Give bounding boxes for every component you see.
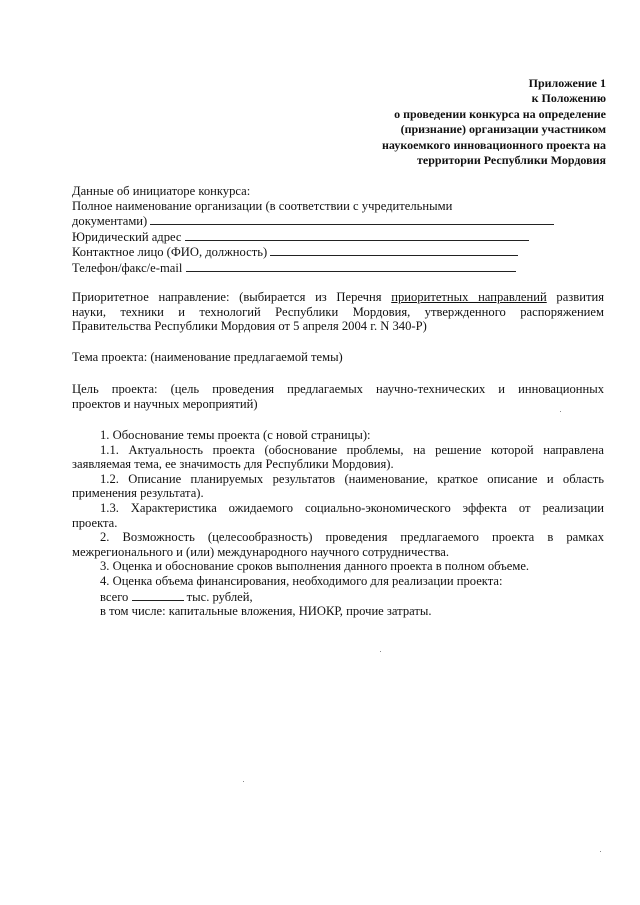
item-1-1-cont: заявляемая тема, ее значимость для Республики Мордовия). <box>72 457 394 472</box>
item-1-3: 1.3. Характеристика ожидаемого социально-экономического эффекта от реализации <box>100 500 604 515</box>
item-2-cont: межрегионального и (или) международного научного сотрудничества. <box>72 544 450 559</box>
items-section <box>72 428 604 619</box>
contact-label: Контактное лицо (ФИО, должность) <box>72 245 268 260</box>
appendix-line: к Положению <box>531 91 606 106</box>
scan-speck <box>380 651 381 652</box>
full-name-field-row <box>72 213 604 229</box>
appendix-line: территории Республики Мордовия <box>417 153 606 168</box>
item-3: 3. Оценка и обоснование сроков выполнения данного проекта в полном объеме. <box>100 559 530 574</box>
contact-field-row <box>72 244 604 260</box>
topic-section <box>72 350 604 365</box>
appendix-line: (признание) организации участником <box>400 122 606 137</box>
address-blank <box>185 229 529 241</box>
goal-line: проектов и научных мероприятий) <box>72 396 258 411</box>
full-name-line: Полное наименование организации (в соответствии с учредительными <box>72 198 453 213</box>
phone-blank <box>186 260 516 272</box>
total-suffix: тыс. рублей, <box>186 589 253 604</box>
item-1-1: 1.1. Актуальность проекта (обоснование проблемы, на решение которой направлена <box>100 442 604 457</box>
appendix-header <box>286 76 606 168</box>
priority-link: приоритетных направлений <box>391 290 547 304</box>
priority-text: Приоритетное направление: (выбирается из Перечня <box>72 290 382 304</box>
scan-speck <box>560 411 561 412</box>
appendix-line: наукоемкого инновационного проекта на <box>382 137 606 152</box>
initiator-section <box>72 184 604 276</box>
goal-line: Цель проекта: (цель проведения предлагаемых научно-технических и инновационных <box>72 382 604 396</box>
topic-text: Тема проекта: (наименование предлагаемой темы) <box>72 350 343 364</box>
total-blank <box>132 589 184 601</box>
full-name-label: документами) <box>72 214 148 229</box>
contact-blank <box>270 244 518 256</box>
priority-text-end: развития <box>556 290 604 304</box>
priority-line: науки, техники и технологий Республики Мордовия, утвержденного распоряжением <box>72 304 604 319</box>
goal-section <box>72 382 604 411</box>
item-1: 1. Обоснование темы проекта (с новой страницы): <box>100 428 371 442</box>
address-label: Юридический адрес <box>72 229 182 244</box>
appendix-line: о проведении конкурса на определение <box>394 106 606 121</box>
appendix-line: Приложение 1 <box>528 76 606 90</box>
scan-speck <box>600 851 601 852</box>
initiator-heading: Данные об инициаторе конкурса: <box>72 184 251 198</box>
item-1-3-cont: проекта. <box>72 515 118 530</box>
item-1-2: 1.2. Описание планируемых результатов (наименование, краткое описание и область <box>100 471 604 486</box>
full-name-blank <box>150 213 554 225</box>
address-field-row <box>72 229 604 245</box>
phone-label: Телефон/факс/e-mail <box>72 260 183 275</box>
item-2: 2. Возможность (целесообразность) проведения предлагаемого проекта в рамках <box>100 530 604 545</box>
priority-line <box>72 290 604 305</box>
item-4: 4. Оценка объема финансирования, необходимого для реализации проекта: <box>100 573 503 588</box>
total-row <box>72 589 604 605</box>
phone-field-row <box>72 260 604 276</box>
priority-section <box>72 290 604 334</box>
total-prefix: всего <box>100 589 129 604</box>
priority-line: Правительства Республики Мордовия от 5 апреля 2004 г. N 340-Р) <box>72 319 427 334</box>
item-1-2-cont: применения результата). <box>72 486 204 501</box>
including-line: в том числе: капитальные вложения, НИОКР, прочие затраты. <box>100 604 432 619</box>
scan-speck <box>243 781 244 782</box>
